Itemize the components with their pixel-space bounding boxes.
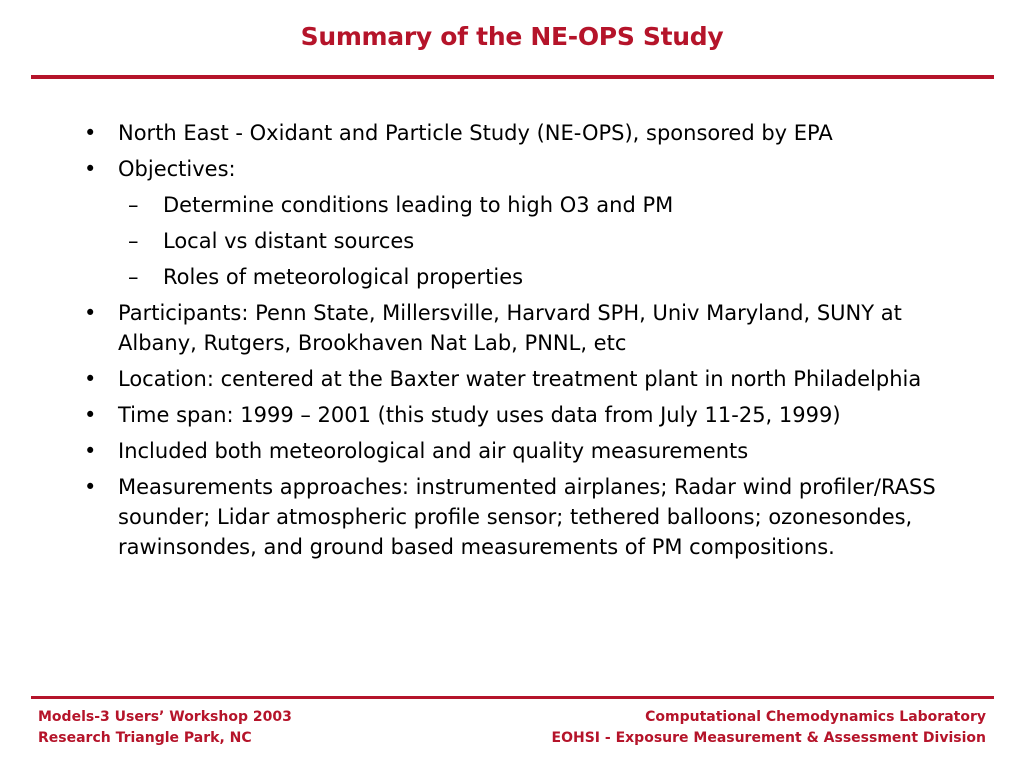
- title-divider: [31, 75, 994, 79]
- list-item-text: Location: centered at the Baxter water treatment plant in north Philadelphia: [118, 367, 922, 391]
- footer-divider: [31, 696, 994, 699]
- footer-location: Research Triangle Park, NC: [38, 730, 252, 746]
- footer-left: [38, 707, 292, 749]
- list-item-text: Participants: Penn State, Millersville, Harvard SPH, Univ Maryland, SUNY at Albany, Rutgers, Brookhaven Nat Lab, PNNL, etc: [118, 301, 902, 355]
- sub-list-item-text: Roles of meteorological properties: [163, 265, 524, 289]
- bullet-marker: •: [84, 403, 97, 427]
- bullet-marker: •: [84, 439, 97, 463]
- footer-division: EOHSI - Exposure Measurement & Assessment Division: [551, 730, 986, 746]
- list-item: [80, 364, 960, 394]
- list-item-text: Objectives:: [118, 157, 236, 181]
- bullet-marker: •: [84, 301, 97, 325]
- list-item: [80, 118, 960, 148]
- sub-list-item-text: Local vs distant sources: [163, 229, 415, 253]
- list-item-text: Time span: 1999 – 2001 (this study uses data from July 11-25, 1999): [118, 403, 841, 427]
- footer-lab: Computational Chemodynamics Laboratory: [645, 709, 986, 725]
- list-item: [80, 298, 960, 358]
- dash-marker: –: [128, 229, 139, 253]
- dash-marker: –: [128, 193, 139, 217]
- footer-workshop: Models-3 Users’ Workshop 2003: [38, 709, 292, 725]
- list-item-text: North East - Oxidant and Particle Study (NE-OPS), sponsored by EPA: [118, 121, 833, 145]
- list-item: [80, 472, 960, 562]
- bullet-marker: •: [84, 367, 97, 391]
- list-item: [80, 154, 960, 184]
- sub-list-item: [80, 226, 960, 256]
- bullet-list: [80, 118, 960, 568]
- list-item-text: Measurements approaches: instrumented airplanes; Radar wind profiler/RASS sounder; Lidar atmospheric profile sensor; tethered balloons; ozonesondes, rawinsondes, and ground based measurements of PM compositions.: [118, 475, 936, 559]
- sub-list-item: [80, 262, 960, 292]
- bullet-marker: •: [84, 121, 97, 145]
- bullet-marker: •: [84, 475, 97, 499]
- dash-marker: –: [128, 265, 139, 289]
- footer-right: [552, 707, 986, 749]
- slide-title: Summary of the NE-OPS Study: [300, 22, 724, 51]
- list-item-text: Included both meteorological and air quality measurements: [118, 439, 749, 463]
- sub-list-item: [80, 190, 960, 220]
- sub-list-item-text: Determine conditions leading to high O3 and PM: [163, 193, 674, 217]
- bullet-marker: •: [84, 157, 97, 181]
- list-item: [80, 436, 960, 466]
- list-item: [80, 400, 960, 430]
